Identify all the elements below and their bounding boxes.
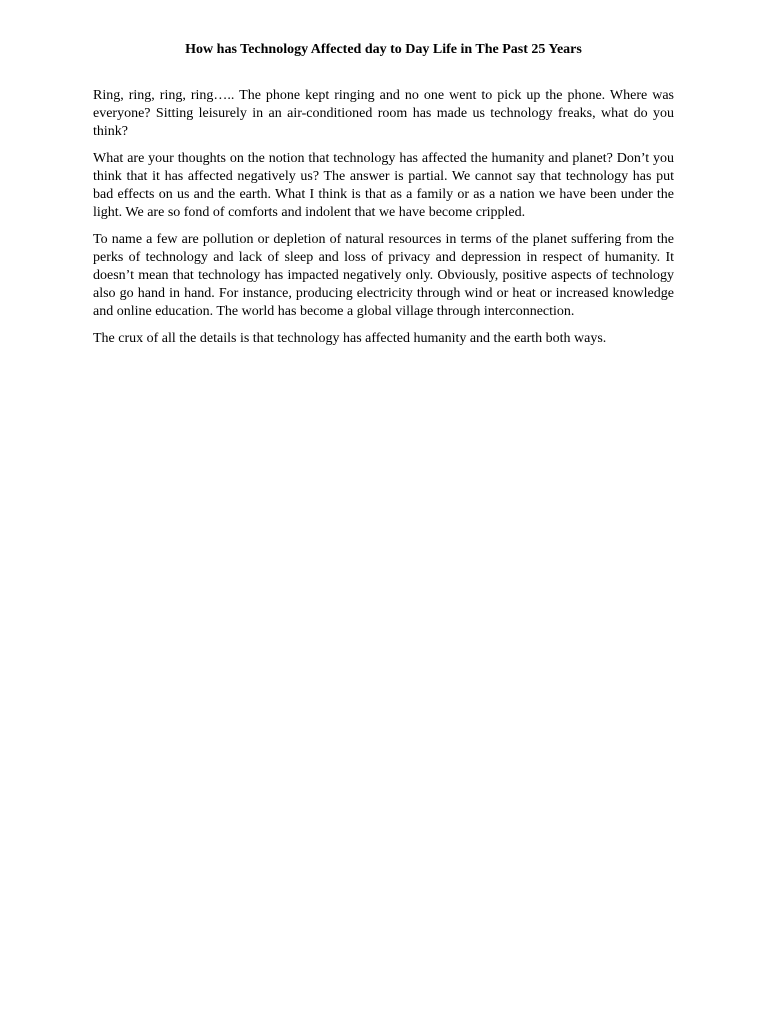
paragraph-3: To name a few are pollution or depletion of natural resources in terms of the planet suffering from the perks of technology and lack of sleep and loss of privacy and depression in respect of humanity. It doesn’t mean that technology has impacted negatively only. Obviously, positive aspects of technology also go hand in hand. For instance, producing electricity through wind or heat or increased knowledge and online education. The world has become a global village through interconnection. — [93, 232, 674, 319]
paragraph-4: The crux of all the details is that technology has affected humanity and the earth both ways. — [93, 331, 607, 346]
paragraph-1: Ring, ring, ring, ring….. The phone kept ringing and no one went to pick up the phone. Where was everyone? Sitting leisurely in an air-conditioned room has made us technology freaks, what do you think? — [93, 88, 674, 139]
document-title: How has Technology Affected day to Day Life in The Past 25 Years — [185, 42, 582, 57]
paragraph-2: What are your thoughts on the notion that technology has affected the humanity and planet? Don’t you think that it has affected negatively us? The answer is partial. We cannot say that technology has put bad effects on us and the earth. What I think is that as a family or as a nation we have been under the light. We are so fond of comforts and indolent that we have become crippled. — [93, 151, 674, 220]
